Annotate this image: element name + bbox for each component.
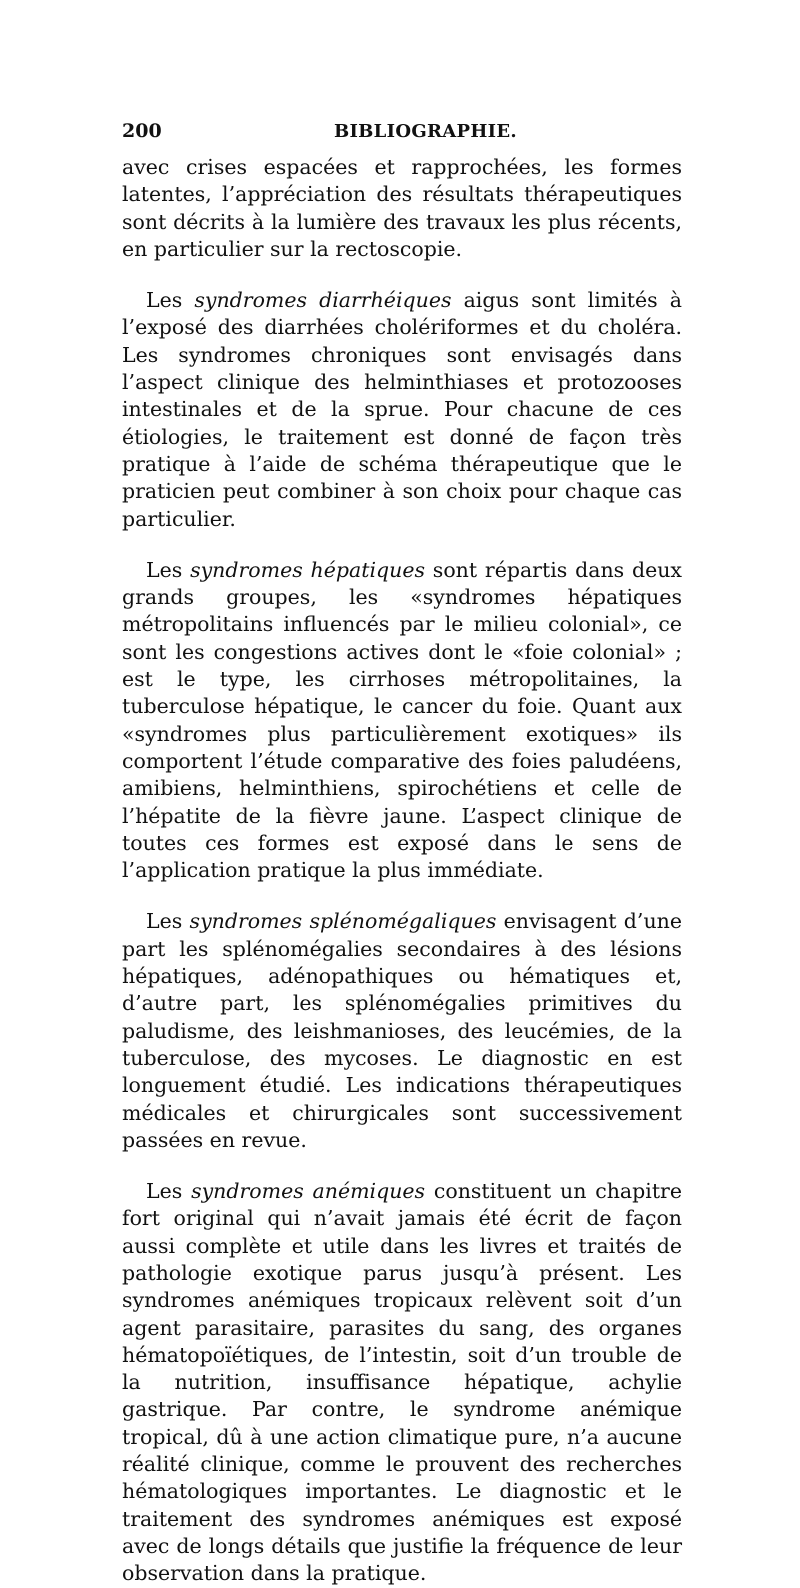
- running-head: BIBLIOGRAPHIE.: [333, 121, 517, 142]
- paragraph-body: constituent un chapitre fort original qui n’avait jamais été écrit de façon aussi complète et utile dans les livres et traités de pathologie exotique parus jusqu’à présent. Les syndromes anémiques tropicaux relèvent soit d’un agent parasitaire, parasites du sang, des organes hématopoïétiques, de l’intestin, soit d’un trouble de la nutrition, insuffisance hépatique, achylie gastrique. Par contre, le syndrome anémique tropical, dû à une action climatique pure, n’a aucune réalité clinique, comme le prouvent des recherches hématologiques importantes. Le diagnostic et le traitement des syndromes anémiques est exposé avec de longs détails que justifie la fréquence de leur observation dans la pratique.: [122, 1179, 682, 1586]
- paragraph-anemic-syndromes: [122, 1178, 682, 1587]
- paragraph-lead: Les: [146, 288, 195, 313]
- paragraph-lead: Les: [146, 909, 190, 934]
- paragraph-body: sont répartis dans deux grands groupes, les «syndromes hépatiques métropolitains influencés par le milieu colonial», ce sont les congestions actives dont le «foie colonial» ; est le type, les cirrhoses métropolitaines, la tuberculose hépatique, le cancer du foie. Quant aux «syndromes plus particulièrement exotiques» ils comportent l’étude comparative des foies paludéens, amibiens, helminthiens, spirochétiens et celle de l’hépatite de la fièvre jaune. L’aspect clinique de toutes ces formes est exposé dans le sens de l’application pratique la plus immédiate.: [122, 557, 682, 883]
- italic-term: syndromes hépatiques: [190, 557, 425, 582]
- paragraph-hepatic-syndromes: [122, 557, 682, 885]
- italic-term: syndromes diarrhéiques: [194, 288, 452, 313]
- book-page: [122, 118, 682, 1588]
- paragraph-body: envisagent d’une part les splénomégalies secondaires à des lésions hépatiques, adénopathiques ou hématiques et, d’autre part, les splénomégalies primitives du paludisme, des leishmanioses, des leucémies, de la tuberculose, des mycoses. Le diagnostic en est longuement étudié. Les indications thérapeutiques médicales et chirurgicales sont successivement passées en revue.: [122, 909, 682, 1152]
- paragraph-lead: Les: [146, 557, 191, 582]
- paragraph-text: avec crises espacées et rapprochées, les formes latentes, l’appréciation des résultats thérapeutiques sont décrits à la lumière des travaux les plus récents, en particulier sur la rectoscopie.: [122, 155, 682, 261]
- paragraph-splenomegalic-syndromes: [122, 908, 682, 1154]
- paragraph-diarrheic-syndromes: [122, 287, 682, 533]
- paragraph-lead: Les: [146, 1179, 192, 1204]
- page-header: [122, 118, 682, 148]
- paragraph-continuation: [122, 154, 682, 263]
- page-number: 200: [122, 120, 162, 142]
- paragraph-body: aigus sont limités à l’exposé des diarrhées cholériformes et du choléra. Les syndromes chroniques sont envisagés dans l’aspect clinique des helminthiases et protozooses intestinales et de la sprue. Pour chacune de ces étiologies, le traitement est donné de façon très pratique à l’aide de schéma thérapeutique que le praticien peut combiner à son choix pour chaque cas particulier.: [122, 288, 682, 531]
- italic-term: syndromes splénomégaliques: [189, 909, 497, 934]
- italic-term: syndromes anémiques: [191, 1179, 426, 1204]
